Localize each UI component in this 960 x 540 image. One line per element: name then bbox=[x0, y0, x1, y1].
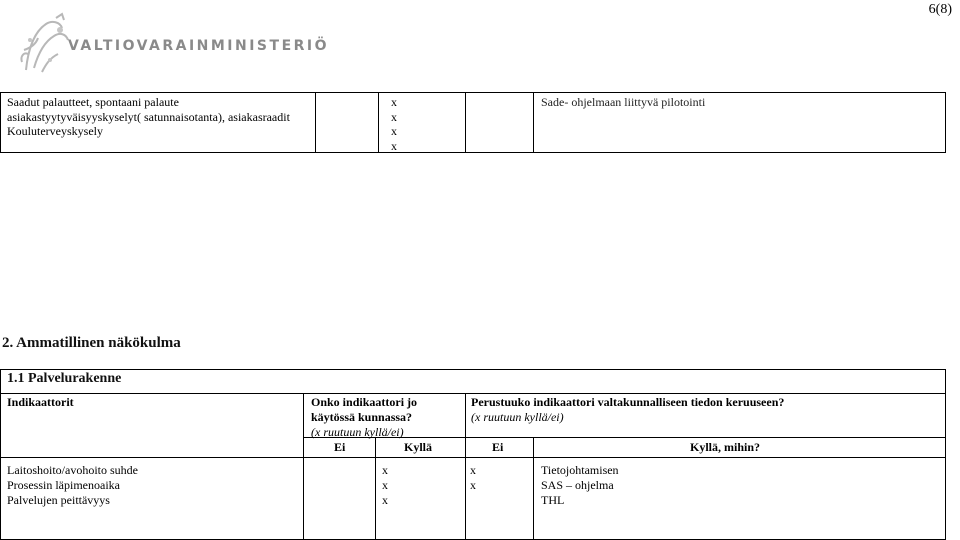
indicator-list bbox=[7, 463, 138, 508]
header-national-label: Perustuuko indikaattori valtakunnalliseen tiedon keruuseen? bbox=[471, 395, 785, 409]
table-row: Prosessin läpimenoaika bbox=[7, 478, 120, 492]
table-row: Laitoshoito/avohoito suhde bbox=[7, 463, 138, 477]
national-no-marks bbox=[470, 463, 476, 493]
page-number: 6(8) bbox=[928, 2, 952, 17]
mark: x bbox=[391, 124, 397, 138]
section-heading: 2. Ammatillinen näkökulma bbox=[2, 335, 181, 351]
top-table-line: Kouluterveyskysely bbox=[7, 124, 103, 138]
sub-kylla: Kyllä bbox=[404, 440, 433, 454]
mark: x bbox=[382, 493, 388, 507]
top-table-note: Sade- ohjelmaan liittyvä pilotointi bbox=[541, 95, 706, 109]
mark: x bbox=[391, 109, 397, 124]
mark: x bbox=[470, 478, 476, 492]
top-table-marks bbox=[391, 95, 397, 153]
header-in-use bbox=[311, 395, 461, 440]
header-national bbox=[471, 395, 941, 425]
top-table-lines bbox=[7, 95, 290, 139]
header-indicators: Indikaattorit bbox=[7, 395, 74, 409]
top-table-line: Saadut palautteet, spontaani palaute bbox=[7, 95, 179, 109]
mark: x bbox=[391, 95, 397, 109]
mark: x bbox=[470, 463, 476, 477]
table-title: 1.1 Palvelurakenne bbox=[7, 371, 122, 386]
header-in-use-label: Onko indikaattori jo käytössä kunnassa? bbox=[311, 395, 418, 424]
top-table-line: asiakastyytyväisyyskyselyt( satunnaisotanta), asiakasraadit bbox=[7, 109, 290, 124]
in-use-yes-marks bbox=[382, 463, 388, 508]
list-item: SAS – ohjelma bbox=[541, 478, 614, 492]
sub-kylla-mihin: Kyllä, mihin? bbox=[690, 440, 761, 454]
sub-ei: Ei bbox=[334, 440, 346, 454]
table-row: Palvelujen peittävyys bbox=[7, 493, 110, 507]
header-national-hint: (x ruutuun kyllä/ei) bbox=[471, 410, 564, 424]
national-where-list bbox=[541, 463, 619, 508]
sub-ei2: Ei bbox=[492, 440, 504, 454]
mark: x bbox=[382, 463, 388, 477]
mark: x bbox=[391, 138, 397, 153]
header-in-use-hint: (x ruutuun kyllä/ei) bbox=[311, 425, 404, 439]
list-item: THL bbox=[541, 493, 565, 507]
logo-text: VALTIOVARAINMINISTERIÖ bbox=[68, 38, 330, 54]
list-item: Tietojohtamisen bbox=[541, 463, 619, 477]
mark: x bbox=[382, 478, 388, 492]
